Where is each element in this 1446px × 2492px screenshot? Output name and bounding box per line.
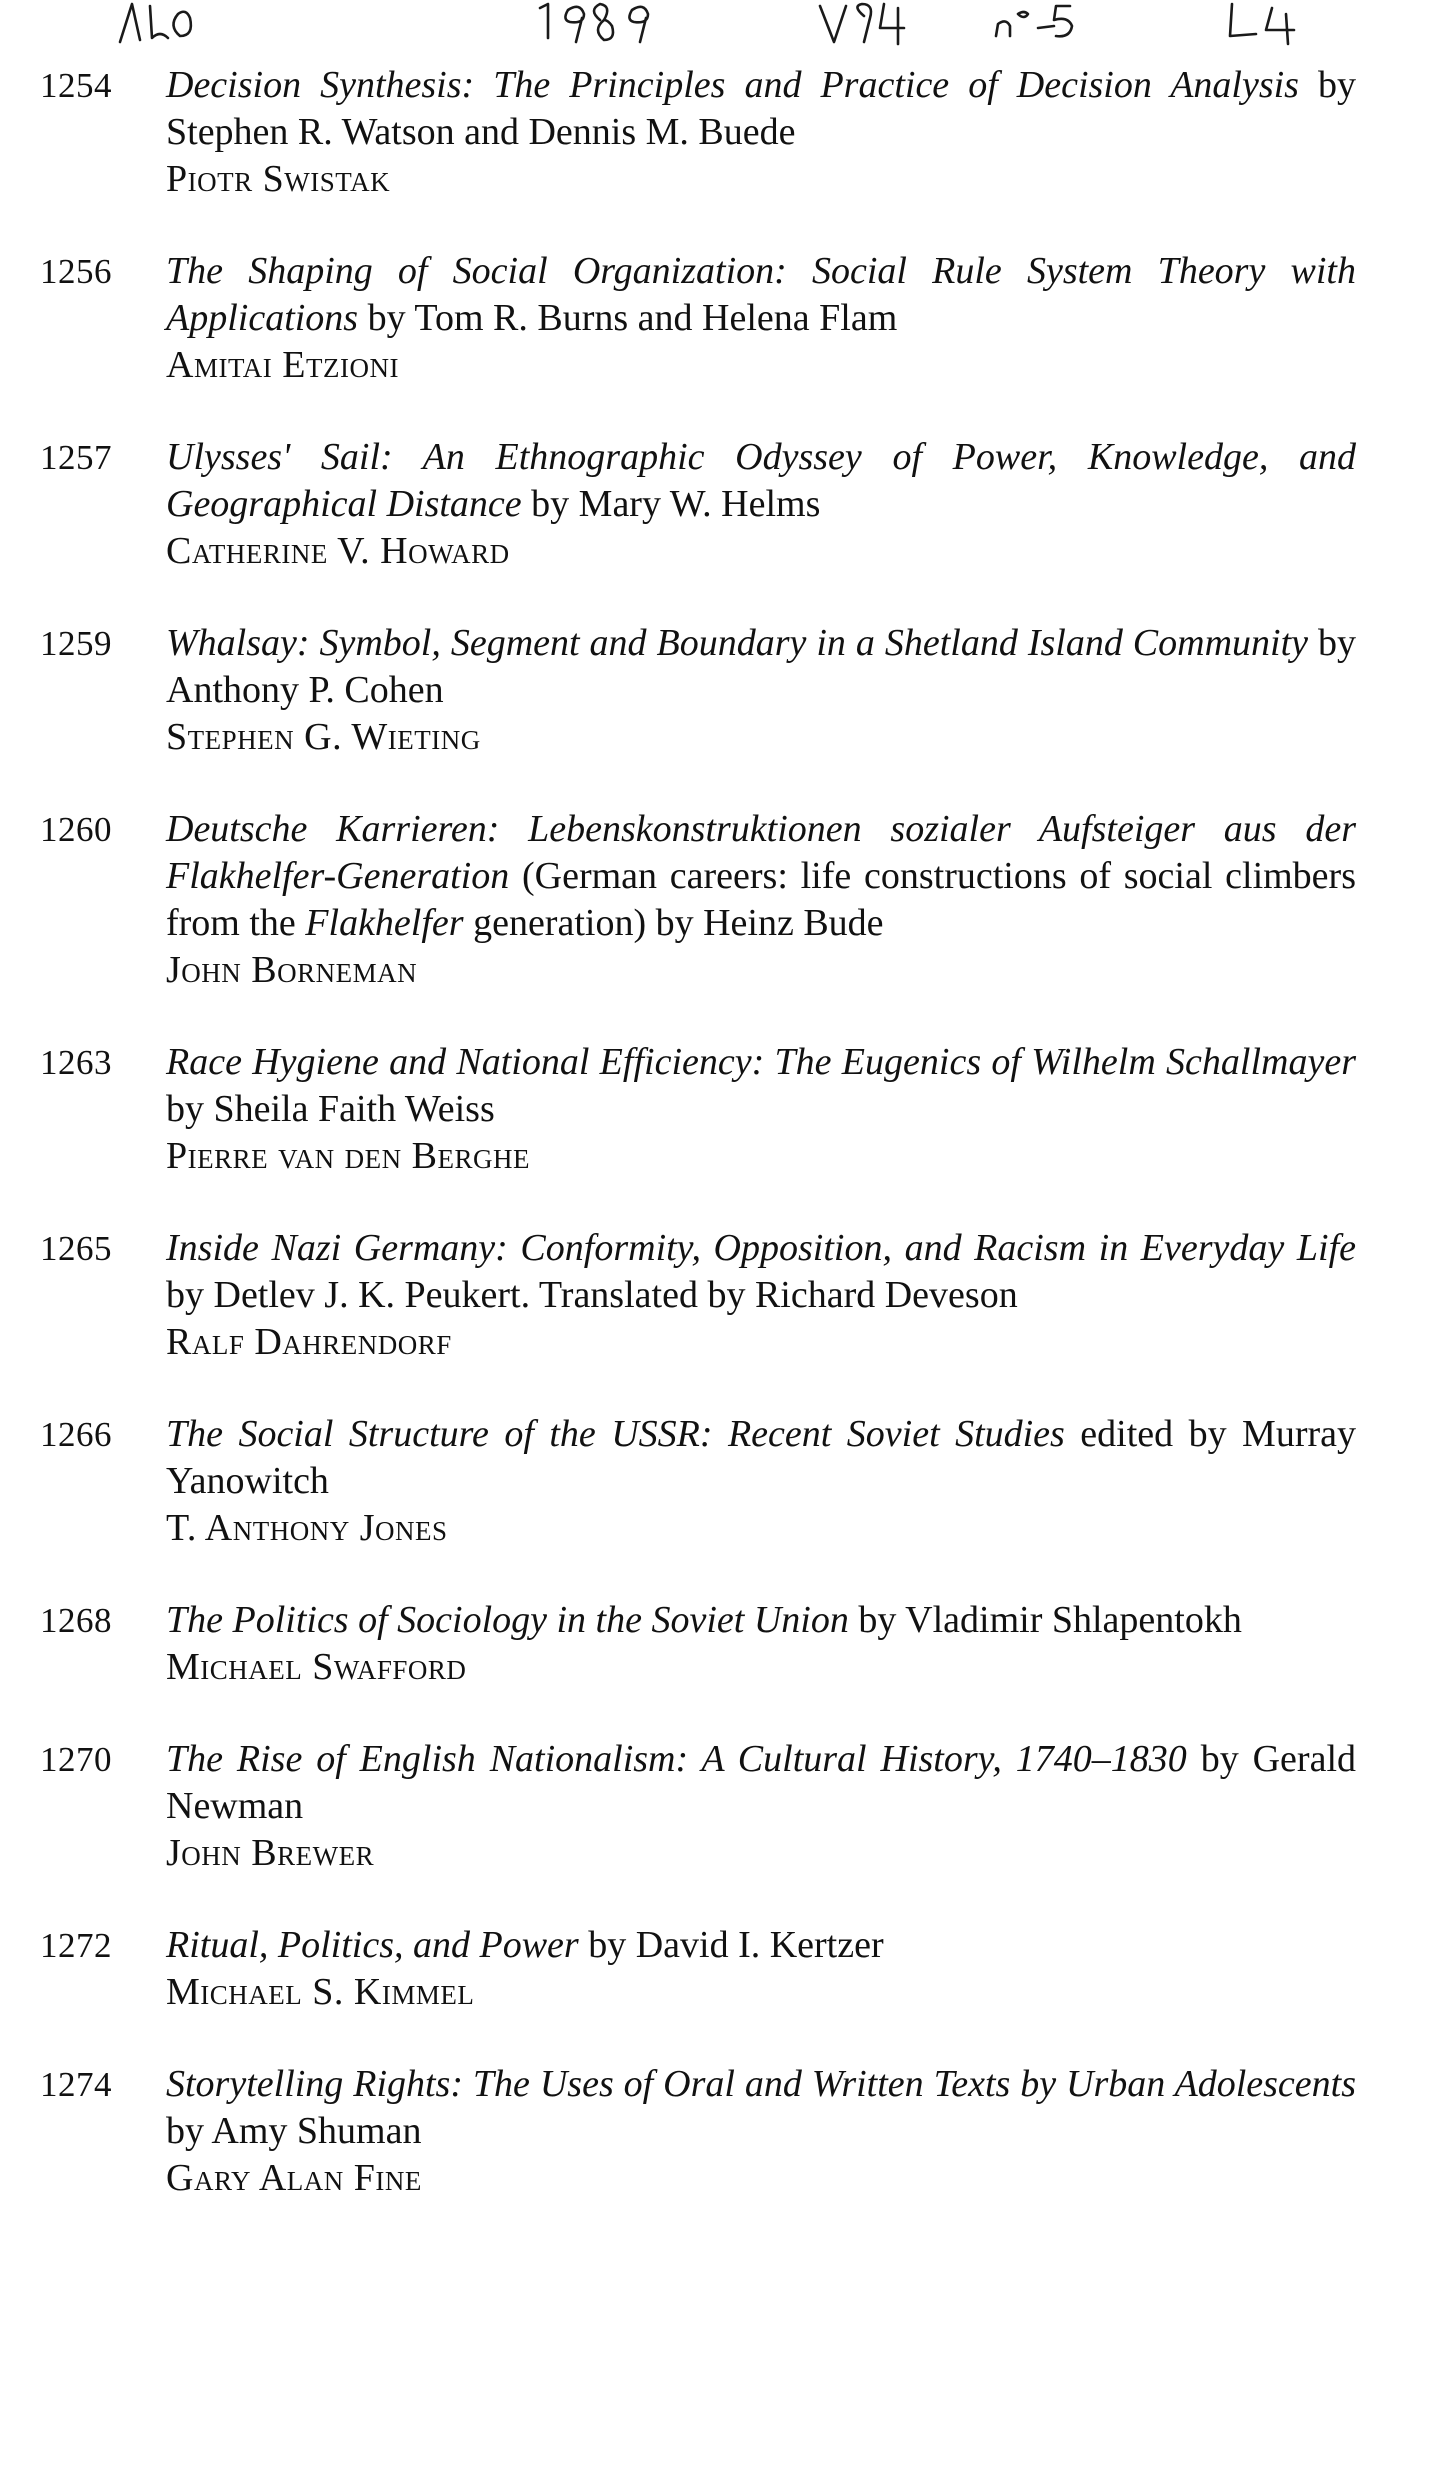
book-title-fragment: Flakhelfer — [305, 902, 464, 944]
book-title: The Rise of English Nationalism: A Cultural History, 1740–1830 — [166, 1738, 1187, 1780]
reviewer-name: Pierre van den Berghe — [166, 1135, 530, 1177]
book-title: The Social Structure of the USSR: Recent Soviet Studies — [166, 1413, 1065, 1455]
page-number: 1257 — [40, 438, 112, 477]
reviewer-name: Stephen G. Wieting — [166, 716, 481, 758]
entry-body — [166, 1597, 1356, 1691]
book-title: Whalsay: Symbol, Segment and Boundary in a Shetland Island Community — [166, 622, 1309, 664]
reviewer-name: Amitai Etzioni — [166, 344, 399, 386]
page-number: 1274 — [40, 2065, 112, 2104]
entry-body — [166, 1039, 1356, 1180]
review-entry — [40, 1411, 1356, 1552]
book-authors: by Gerald Newman — [166, 1738, 1356, 1827]
book-authors: by Amy Shuman — [166, 2110, 422, 2152]
book-citation — [166, 2061, 1356, 2155]
page-number: 1260 — [40, 810, 112, 849]
page-number: 1263 — [40, 1043, 112, 1082]
review-entry — [40, 248, 1356, 389]
book-title: Ritual, Politics, and Power — [166, 1924, 579, 1966]
book-authors: by Anthony P. Cohen — [166, 622, 1356, 711]
book-citation — [166, 248, 1356, 342]
entry-body — [166, 1922, 1356, 2016]
book-title: The Shaping of Social Organization: Social Rule System Theory with Applications — [166, 250, 1356, 339]
entry-body — [166, 248, 1356, 389]
book-authors: by Sheila Faith Weiss — [166, 1088, 495, 1130]
book-citation — [166, 1411, 1356, 1505]
book-authors: by Vladimir Shlapentokh — [848, 1599, 1242, 1641]
book-authors: generation) by Heinz Bude — [463, 902, 884, 944]
book-citation — [166, 806, 1356, 947]
entry-body — [166, 620, 1356, 761]
reviewer-name: John Brewer — [166, 1832, 375, 1874]
page-number: 1254 — [40, 66, 112, 105]
review-entry — [40, 620, 1356, 761]
review-entry — [40, 434, 1356, 575]
book-description: (German careers: life constructions of social climbers from the — [166, 855, 1356, 944]
review-entry — [40, 1225, 1356, 1366]
handwritten-annotation — [0, 0, 1446, 70]
page-number: 1268 — [40, 1601, 112, 1640]
handwritten-annotation-drawing — [0, 0, 1446, 70]
book-authors: by Mary W. Helms — [521, 483, 821, 525]
review-list — [40, 62, 1356, 2247]
page-number: 1272 — [40, 1926, 112, 1965]
page-number: 1266 — [40, 1415, 112, 1454]
book-authors: by Stephen R. Watson and Dennis M. Buede — [166, 64, 1356, 153]
page-number: 1265 — [40, 1229, 112, 1268]
book-title: Deutsche Karrieren: Lebenskonstruktionen sozialer Aufsteiger aus der Flakhelfer-Generation — [166, 808, 1356, 897]
entry-body — [166, 1225, 1356, 1366]
book-title: Decision Synthesis: The Principles and Practice of Decision Analysis — [166, 64, 1299, 106]
review-entry — [40, 62, 1356, 203]
entry-body — [166, 1736, 1356, 1877]
book-title: Ulysses' Sail: An Ethnographic Odyssey of Power, Knowledge, and Geographical Distance — [166, 436, 1356, 525]
reviewer-name: Ralf Dahrendorf — [166, 1321, 452, 1363]
reviewer-name: Michael Swafford — [166, 1646, 467, 1688]
book-citation — [166, 1922, 1356, 1969]
review-entry — [40, 806, 1356, 994]
entry-body — [166, 806, 1356, 994]
entry-body — [166, 62, 1356, 203]
book-citation — [166, 1039, 1356, 1133]
book-authors: edited by Murray Yanowitch — [166, 1413, 1356, 1502]
book-title: Inside Nazi Germany: Conformity, Opposition, and Racism in Everyday Life — [166, 1227, 1356, 1269]
page-number: 1259 — [40, 624, 112, 663]
review-entry — [40, 1039, 1356, 1180]
book-title: Race Hygiene and National Efficiency: The Eugenics of Wilhelm Schallmayer — [166, 1041, 1356, 1083]
book-authors: by David I. Kertzer — [578, 1924, 884, 1966]
entry-body — [166, 434, 1356, 575]
book-citation — [166, 1225, 1356, 1319]
reviewer-name: Gary Alan Fine — [166, 2157, 422, 2199]
review-entry — [40, 1922, 1356, 2016]
review-entry — [40, 1597, 1356, 1691]
entry-body — [166, 2061, 1356, 2202]
book-authors: by Detlev J. K. Peukert. Translated by Richard Deveson — [166, 1274, 1018, 1316]
book-citation — [166, 1597, 1356, 1644]
book-authors: by Tom R. Burns and Helena Flam — [358, 297, 898, 339]
page-number: 1256 — [40, 252, 112, 291]
entry-body — [166, 1411, 1356, 1552]
page-number: 1270 — [40, 1740, 112, 1779]
book-citation — [166, 1736, 1356, 1830]
reviewer-name: John Borneman — [166, 949, 418, 991]
reviewer-name: Catherine V. Howard — [166, 530, 510, 572]
reviewer-name: Michael S. Kimmel — [166, 1971, 475, 2013]
book-title: The Politics of Sociology in the Soviet Union — [166, 1599, 849, 1641]
review-entry — [40, 2061, 1356, 2202]
book-citation — [166, 62, 1356, 156]
reviewer-name: T. Anthony Jones — [166, 1507, 448, 1549]
book-citation — [166, 620, 1356, 714]
reviewer-name: Piotr Swistak — [166, 158, 391, 200]
book-title: Storytelling Rights: The Uses of Oral and Written Texts by Urban Adolescents — [166, 2063, 1356, 2105]
book-citation — [166, 434, 1356, 528]
review-entry — [40, 1736, 1356, 1877]
